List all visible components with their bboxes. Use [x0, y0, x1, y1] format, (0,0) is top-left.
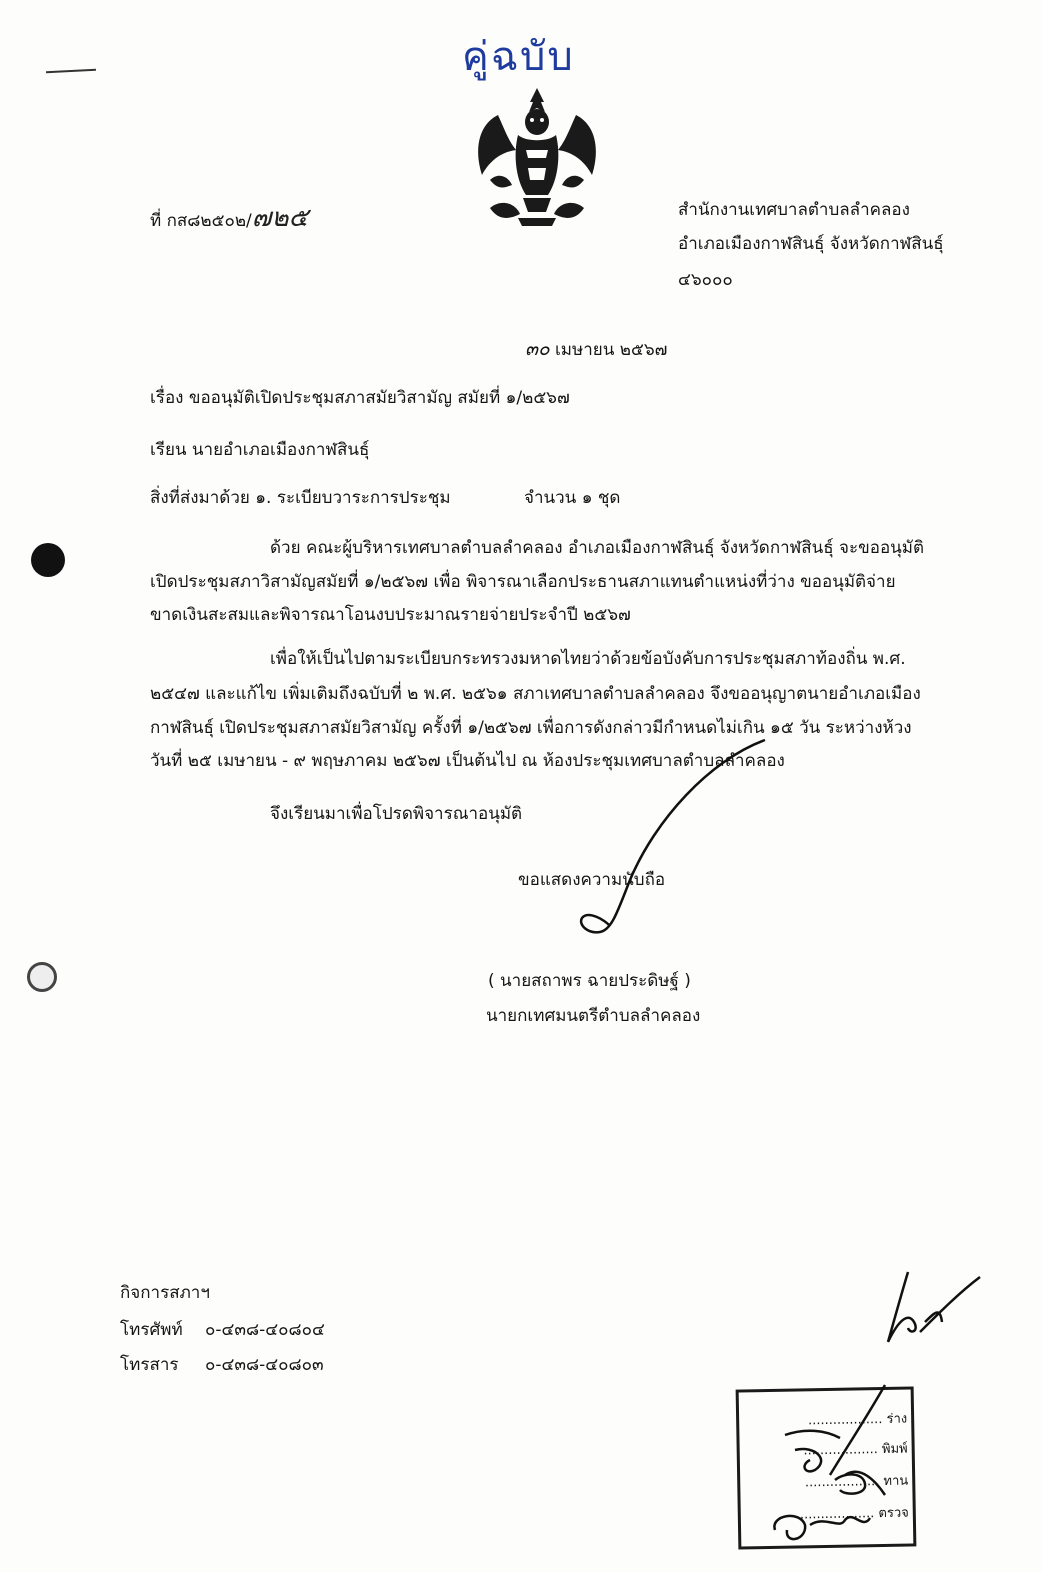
routing-signatures-icon [745, 1380, 925, 1560]
punch-hole [31, 543, 65, 577]
routing-print-label: พิมพ์ [881, 1441, 908, 1458]
contact-phone: ๐-๔๓๘-๔๐๘๐๔ [205, 1320, 325, 1340]
regards-line: ขอแสดงความนับถือ [518, 870, 666, 890]
routing-proof-row: .................. ทาน [804, 1473, 909, 1491]
routing-draft-label: ร่าง [886, 1411, 908, 1427]
date-month-year: เมษายน ๒๕๖๗ [555, 340, 668, 360]
contact-fax-label: โทรสาร [120, 1355, 179, 1375]
office-name: สำนักงานเทศบาลตำบลลำคลอง [678, 200, 910, 220]
document-number-prefix: ที่ กส๘๒๕๐๒/ [150, 211, 252, 231]
initials-icon [880, 1262, 990, 1352]
para2-line1: เพื่อให้เป็นไปตามระเบียบกระทรวงมหาดไทยว่าด้วยข้อบังคับการประชุมสภาท้องถิ่น พ.ศ. [270, 649, 906, 669]
routing-draft-row: .................. ร่าง [807, 1411, 908, 1429]
contact-phone-label: โทรศัพท์ [120, 1320, 183, 1340]
attachment-label: สิ่งที่ส่งมาด้วย ๑. ระเบียบวาระการประชุม [150, 488, 451, 508]
date-day-handwritten: ๓๐ [525, 338, 550, 360]
attachment-count: จำนวน ๑ ชุด [524, 488, 621, 508]
copy-stamp: คู่ฉบับ [462, 34, 575, 80]
document-number [150, 205, 308, 231]
para2-line3: กาฬสินธุ์ เปิดประชุมสภาสมัยวิสามัญ ครั้งที่ ๑/๒๕๖๗ เพื่อการดังกล่าวมีกำหนดไม่เกิน ๑๕ วัน ระหว่างห้วง [150, 718, 912, 738]
routing-check-row: .................. ตรวจ [799, 1505, 909, 1523]
document-number-handwritten: ๗๒๕ [251, 203, 309, 233]
office-district: อำเภอเมืองกาฬสินธุ์ จังหวัดกาฬสินธุ์ [678, 234, 944, 254]
office-postcode: ๔๖๐๐๐ [678, 270, 733, 290]
para2-line4: วันที่ ๒๕ เมษายน - ๙ พฤษภาคม ๒๕๖๗ เป็นต้นไป ณ ห้องประชุมเทศบาลตำบลลำคลอง [150, 751, 785, 771]
margin-mark [46, 69, 96, 74]
recipient-line: เรียน นายอำเภอเมืองกาฬสินธุ์ [150, 440, 370, 460]
subject-line: เรื่อง ขออนุมัติเปิดประชุมสภาสมัยวิสามัญ สมัยที่ ๑/๒๕๖๗ [150, 388, 570, 408]
signer-name: ( นายสถาพร ฉายประดิษฐ์ ) [488, 971, 691, 991]
para1-line1: ด้วย คณะผู้บริหารเทศบาลตำบลลำคลอง อำเภอเมืองกาฬสินธุ์ จังหวัดกาฬสินธุ์ จะขออนุมัติ [270, 538, 925, 558]
signer-title: นายกเทศมนตรีตำบลลำคลอง [486, 1006, 701, 1026]
routing-proof-label: ทาน [883, 1473, 909, 1489]
para2-line2: ๒๕๔๗ และแก้ไข เพิ่มเติมถึงฉบับที่ ๒ พ.ศ. ๒๕๖๑ สภาเทศบาลตำบลลำคลอง จึงขออนุญาตนายอำเภอเมือง [150, 684, 921, 704]
para1-line2: เปิดประชุมสภาวิสามัญสมัยที่ ๑/๒๕๖๗ เพื่อ พิจารณาเลือกประธานสภาแทนตำแหน่งที่ว่าง ขออนุมัติจ่าย [150, 572, 896, 592]
contact-fax: ๐-๔๓๘-๔๐๘๐๓ [205, 1355, 324, 1375]
routing-check-label: ตรวจ [878, 1505, 909, 1522]
closing-line: จึงเรียนมาเพื่อโปรดพิจารณาอนุมัติ [270, 804, 523, 824]
punch-hole [27, 962, 57, 992]
garuda-emblem-icon [468, 80, 606, 230]
para1-line3: ขาดเงินสะสมและพิจารณาโอนงบประมาณรายจ่ายประจำปี ๒๕๖๗ [150, 605, 631, 625]
document-date [525, 340, 667, 359]
routing-print-row: .................. พิมพ์ [803, 1441, 908, 1459]
signature-icon [560, 720, 800, 950]
contact-department: กิจการสภาฯ [120, 1283, 210, 1303]
